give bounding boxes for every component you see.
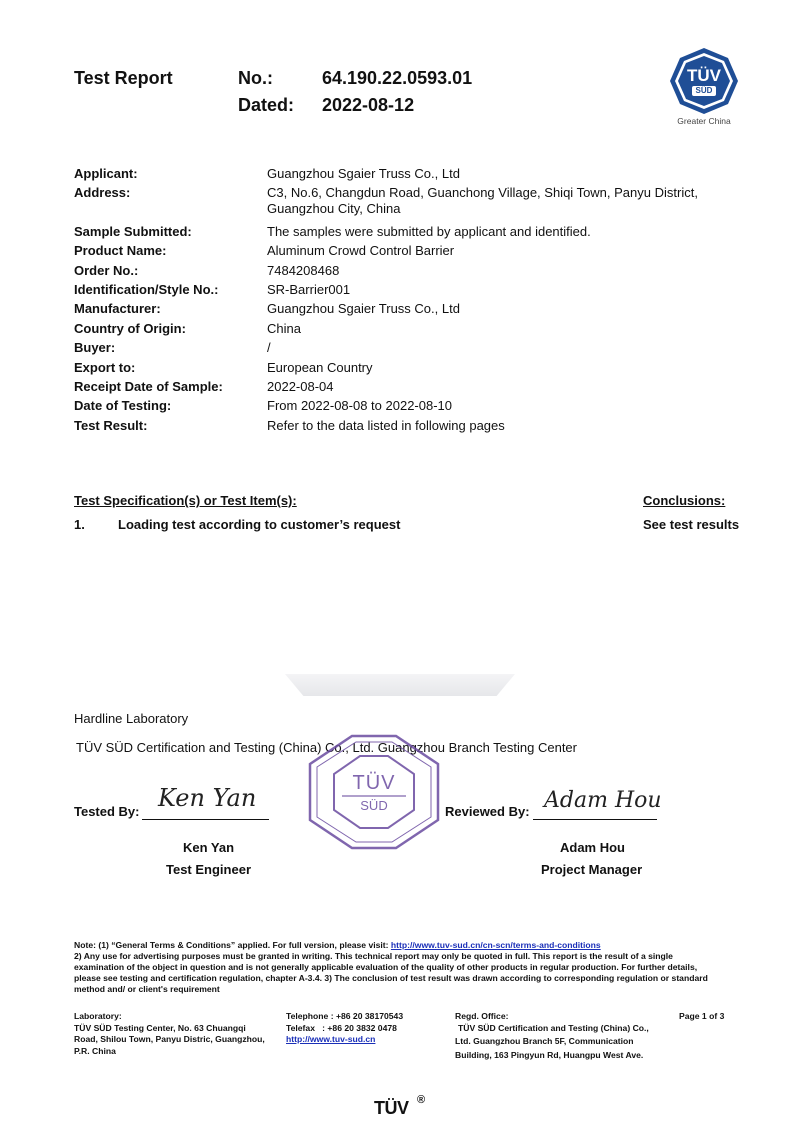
field-value-order: 7484208468	[267, 263, 340, 278]
footer-regd-line2: Ltd. Guangzhou Branch 5F, Communication	[455, 1036, 634, 1046]
field-value-address-line2: Guangzhou City, China	[267, 201, 401, 216]
conclusions-heading: Conclusions:	[643, 493, 726, 508]
field-label-receipt: Receipt Date of Sample:	[74, 379, 223, 394]
field-label-testing-date: Date of Testing:	[74, 398, 172, 413]
tested-name: Ken Yan	[183, 840, 235, 855]
dated-value: 2022-08-12	[322, 95, 415, 115]
logo-brand: TÜV	[687, 66, 721, 85]
footer-laboratory	[74, 1011, 279, 1057]
report-title: Test Report	[74, 68, 173, 88]
footer-regd-office	[455, 1011, 665, 1061]
tested-by-label: Tested By:	[74, 804, 140, 819]
field-label-result: Test Result:	[74, 418, 148, 433]
spec-item-text: Loading test according to customer’s request	[118, 517, 401, 532]
field-label-buyer: Buyer:	[74, 340, 116, 355]
field-label-origin: Country of Origin:	[74, 321, 186, 336]
lab-org: TÜV SÜD Certification and Testing (China) Co., Ltd. Guangzhou Branch Testing Center	[76, 740, 577, 755]
note-line5: method and/ or client's requirement	[74, 984, 220, 994]
footer-regd-line3: Building, 163 Pingyun Rd, Huangpu West Ave.	[455, 1049, 644, 1060]
reviewed-name: Adam Hou	[560, 840, 625, 855]
note-line3: examination of the object in question and is not generally applicable evaluation of the quality of other products in regular production. For further details,	[74, 962, 698, 972]
footer-lab-line2: Road, Shilou Town, Panyu Distric, Guangzhou,	[74, 1034, 265, 1044]
report-no-label: No.:	[238, 68, 273, 88]
note-line2: 2) Any use for advertising purposes must be granted in writing. This technical report may only be quoted in full. This report is the result of a single	[74, 951, 673, 961]
field-value-buyer: /	[267, 340, 271, 355]
tested-signature: Ken Yan	[158, 784, 257, 812]
field-value-sample: The samples were submitted by applicant and identified.	[267, 224, 591, 239]
field-value-export: European Country	[267, 360, 373, 375]
footer-lab-line3: P.R. China	[74, 1045, 116, 1056]
footer-regd-label: Regd. Office:	[455, 1011, 509, 1021]
lab-name: Hardline Laboratory	[74, 711, 189, 726]
tuv-logo	[668, 46, 740, 128]
bottom-brand: TÜV	[374, 1098, 409, 1118]
note-line1-text: Note: (1) “General Terms & Conditions” applied. For full version, please visit:	[74, 940, 391, 950]
tested-title: Test Engineer	[166, 862, 252, 877]
stamp-sub: SÜD	[360, 798, 388, 813]
note-block	[74, 940, 734, 995]
field-value-testing-date: From 2022-08-08 to 2022-08-10	[267, 398, 453, 413]
footer-lab-label: Laboratory:	[74, 1011, 122, 1021]
reviewed-signature: Adam Hou	[544, 788, 662, 813]
spec-heading: Test Specification(s) or Test Item(s):	[74, 493, 297, 508]
field-value-manufacturer: Guangzhou Sgaier Truss Co., Ltd	[267, 301, 460, 316]
logo-sub: SÜD	[692, 86, 716, 96]
field-value-style: SR-Barrier001	[267, 282, 351, 297]
field-label-export: Export to:	[74, 360, 136, 375]
footer-web-link[interactable]: http://www.tuv-sud.cn	[286, 1034, 376, 1044]
spec-item-conclusion: See test results	[643, 517, 740, 532]
spec-item-no: 1.	[74, 517, 85, 532]
field-value-address: C3, No.6, Changdun Road, Guanchong Village, Shiqi Town, Panyu District,	[267, 185, 698, 200]
stamp-brand: TÜV	[352, 772, 396, 794]
tested-signature-line	[142, 818, 269, 820]
footer-fax: Telefax : +86 20 3832 0478	[286, 1022, 397, 1033]
official-stamp	[306, 734, 442, 850]
reviewed-title: Project Manager	[541, 862, 643, 877]
note-line4: please see testing and certification regulation, chapter A-3.4. 3) The conclusion of test result was drawn according to corresponding regulation or standard	[74, 973, 708, 983]
field-label-manufacturer: Manufacturer:	[74, 301, 161, 316]
field-value-receipt: 2022-08-04	[267, 379, 334, 394]
field-value-product: Aluminum Crowd Control Barrier	[267, 243, 455, 258]
page-number: Page 1 of 3	[679, 1011, 725, 1021]
footer-lab-line1: TÜV SÜD Testing Center, No. 63 Chuangqi	[74, 1022, 246, 1033]
dated-label: Dated:	[238, 95, 295, 115]
reviewed-signature-line	[533, 818, 657, 820]
footer-regd-line1: TÜV SÜD Certification and Testing (China) Co.,	[458, 1022, 649, 1033]
field-label-order: Order No.:	[74, 263, 139, 278]
field-value-applicant: Guangzhou Sgaier Truss Co., Ltd	[267, 166, 460, 181]
registered-mark: ®	[417, 1094, 426, 1106]
note-line1	[74, 940, 734, 951]
field-label-product: Product Name:	[74, 243, 167, 258]
decorative-band	[285, 674, 515, 696]
field-label-address: Address:	[74, 185, 131, 200]
footer-contact	[286, 1011, 446, 1046]
report-no-value: 64.190.22.0593.01	[322, 68, 473, 88]
field-label-applicant: Applicant:	[74, 166, 138, 181]
field-label-style: Identification/Style No.:	[74, 282, 219, 297]
terms-link[interactable]: http://www.tuv-sud.cn/cn-scn/terms-and-conditions	[390, 940, 601, 950]
reviewed-by-label: Reviewed By:	[445, 804, 530, 819]
footer-phone: Telephone : +86 20 38170543	[286, 1011, 404, 1021]
field-value-result: Refer to the data listed in following pages	[267, 418, 505, 433]
field-label-sample: Sample Submitted:	[74, 224, 192, 239]
logo-region: Greater China	[677, 116, 731, 126]
field-value-origin: China	[267, 321, 301, 336]
